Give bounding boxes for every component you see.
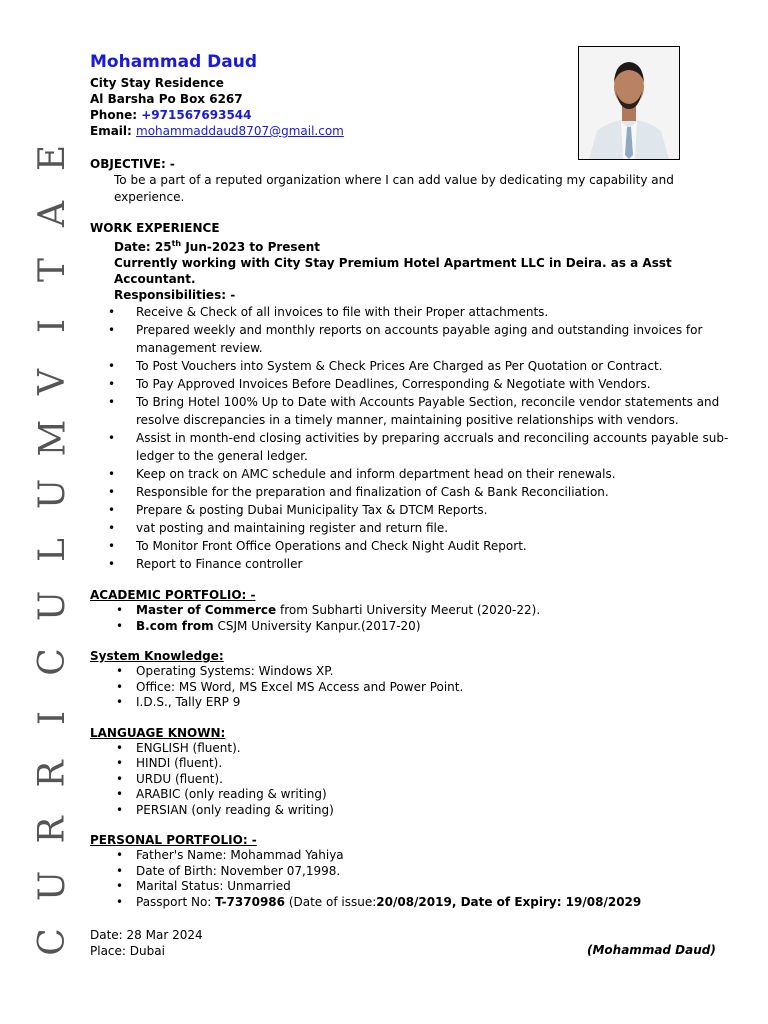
list-item: • Assist in month-end closing activities by preparing accruals and reconciling accounts payable sub-ledger to the general ledger. xyxy=(90,429,730,465)
side-letter: R xyxy=(31,816,73,844)
list-item xyxy=(90,895,730,911)
work-date-sup: th xyxy=(171,239,182,248)
list-item: • Prepare & posting Dubai Municipality Tax & DTCM Reports. xyxy=(90,501,730,519)
list-item: • Keep on track on AMC schedule and inform department head on their renewals. xyxy=(90,465,730,483)
profile-photo xyxy=(578,46,680,160)
list-item: • To Bring Hotel 100% Up to Date with Accounts Payable Section, reconcile vendor statements and resolve discrepancies in a timely manner, maintaining positive relationships with vendors. xyxy=(90,393,730,429)
list-item: • URDU (fluent). xyxy=(90,772,730,788)
footer-place: Place: Dubai xyxy=(90,944,165,958)
list-item: • Receive & Check of all invoices to file with their Proper attachments. xyxy=(90,303,730,321)
degree-detail: CSJM University Kanpur.(2017-20) xyxy=(213,618,421,633)
address-line-1: City Stay Residence xyxy=(90,76,224,90)
responsibilities-heading: Responsibilities: - xyxy=(114,288,236,302)
side-letter: U xyxy=(32,478,73,510)
list-item: • Prepared weekly and monthly reports on accounts payable aging and outstanding invoices for management review. xyxy=(90,321,730,357)
side-title-curriculum-vitae xyxy=(31,140,73,960)
degree-name: B.com from xyxy=(136,618,214,633)
side-letter: R xyxy=(31,760,73,788)
side-letter: M xyxy=(32,419,73,457)
system-knowledge-heading: System Knowledge: xyxy=(90,649,224,663)
language-list xyxy=(90,741,730,819)
objective-heading: OBJECTIVE: - xyxy=(90,157,175,171)
work-date-suffix: Jun-2023 to Present xyxy=(181,240,320,254)
work-date xyxy=(114,236,730,255)
side-letter: V xyxy=(32,369,73,395)
side-letter: I xyxy=(31,318,73,334)
side-letter: L xyxy=(32,538,73,562)
list-item: • Father's Name: Mohammad Yahiya xyxy=(90,848,730,864)
list-item: • ARABIC (only reading & writing) xyxy=(90,787,730,803)
list-item: • Date of Birth: November 07,1998. xyxy=(90,864,730,880)
resume-body xyxy=(90,156,730,910)
list-item: • To Pay Approved Invoices Before Deadlines, Corresponding & Negotiate with Vendors. xyxy=(90,375,730,393)
candidate-name: Mohammad Daud xyxy=(90,52,258,72)
responsibilities-list xyxy=(90,303,730,573)
footer-date: Date: 28 Mar 2024 xyxy=(90,928,203,942)
side-letter: I xyxy=(31,710,73,726)
academic-heading: ACADEMIC PORTFOLIO: - xyxy=(90,588,256,602)
footer-date-place xyxy=(90,927,203,959)
personal-heading: PERSONAL PORTFOLIO: - xyxy=(90,833,257,847)
list-item: • Responsible for the preparation and finalization of Cash & Bank Reconciliation. xyxy=(90,483,730,501)
list-item: • To Post Vouchers into System & Check Prices Are Charged as Per Quotation or Contract. xyxy=(90,357,730,375)
side-letter: U xyxy=(32,590,73,622)
email-line xyxy=(90,123,344,139)
profile-photo-image xyxy=(579,47,679,159)
work-date-prefix: Date: 25 xyxy=(114,240,172,254)
side-letter: C xyxy=(31,648,73,676)
side-letter: C xyxy=(31,928,73,956)
objective-text: To be a part of a reputed organization where I can add value by dedicating my capability and experience. xyxy=(114,173,674,204)
list-item: • HINDI (fluent). xyxy=(90,756,730,772)
passport-label: Passport No: xyxy=(136,894,216,909)
passport-issue-label: (Date of issue: xyxy=(285,894,377,909)
address-line-2: Al Barsha Po Box 6267 xyxy=(90,92,243,106)
list-item: • ENGLISH (fluent). xyxy=(90,741,730,757)
side-letter: T xyxy=(31,257,73,283)
signature: (Mohammad Daud) xyxy=(587,943,716,957)
side-letter: U xyxy=(32,870,73,902)
list-item: • Report to Finance controller xyxy=(90,555,730,573)
list-item: • PERSIAN (only reading & writing) xyxy=(90,803,730,819)
personal-list xyxy=(90,848,730,910)
side-letter: E xyxy=(32,144,73,172)
language-heading: LANGUAGE KNOWN: xyxy=(90,725,226,740)
email-label: Email: xyxy=(90,124,137,138)
list-item xyxy=(90,619,730,635)
current-position: Currently working with City Stay Premium Hotel Apartment LLC in Deira. as a Asst Accountant. xyxy=(114,256,672,286)
list-item xyxy=(90,603,730,619)
list-item: • Operating Systems: Windows XP. xyxy=(90,664,730,680)
side-letter: A xyxy=(32,201,73,227)
phone-line xyxy=(90,107,344,123)
degree-detail: from Subharti University Meerut (2020-22). xyxy=(276,603,541,617)
list-item: • Office: MS Word, MS Excel MS Access and Power Point. xyxy=(90,680,730,696)
list-item: • I.D.S., Tally ERP 9 xyxy=(90,695,730,711)
passport-dates: 20/08/2019, Date of Expiry: 19/08/2029 xyxy=(376,894,642,909)
degree-name: Master of Commerce xyxy=(136,603,277,617)
phone-label: Phone: xyxy=(90,108,142,122)
system-knowledge-list xyxy=(90,664,730,711)
academic-list xyxy=(90,603,730,634)
list-item: • vat posting and maintaining register and return file. xyxy=(90,519,730,537)
list-item: • To Monitor Front Office Operations and Check Night Audit Report. xyxy=(90,537,730,555)
phone-number: +971567693544 xyxy=(141,108,252,122)
passport-number: T-7370986 xyxy=(215,894,286,909)
contact-block xyxy=(90,75,344,139)
work-experience-heading: WORK EXPERIENCE xyxy=(90,221,220,235)
email-link[interactable]: mohammaddaud8707@gmail.com xyxy=(136,124,344,138)
list-item: • Marital Status: Unmarried xyxy=(90,879,730,895)
